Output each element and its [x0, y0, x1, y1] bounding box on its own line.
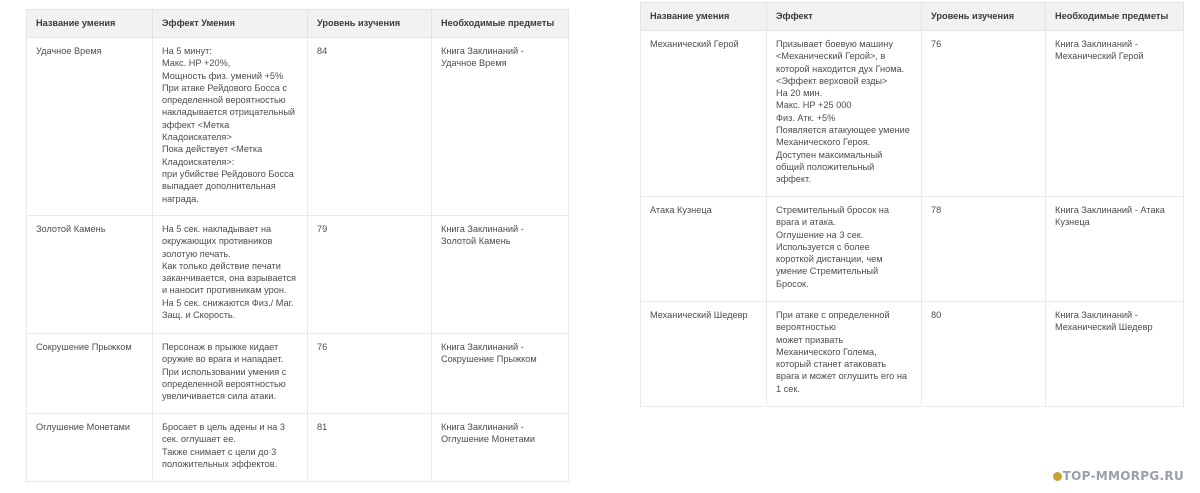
effect-line: Физ. Атк. +5% — [776, 112, 836, 123]
items-cell — [1046, 197, 1184, 302]
effect-line: Доступен максимальный — [776, 149, 883, 160]
table-row — [27, 38, 569, 216]
effect-line: Бросок. — [776, 278, 809, 289]
level-cell: 78 — [922, 197, 1046, 302]
effect-cell — [153, 38, 308, 216]
effect-line: золотую печать. — [162, 248, 231, 259]
effect-line: Как только действие печати — [162, 260, 281, 271]
effect-cell — [153, 334, 308, 414]
effect-line: определенной вероятностью — [162, 378, 286, 389]
effect-line: увеличивается сила атаки. — [162, 391, 277, 402]
effect-line: Мощность физ. умений +5% — [162, 70, 284, 81]
items-cell — [432, 414, 569, 482]
items-cell — [432, 216, 569, 334]
header-skill-name: Название умения — [27, 10, 153, 38]
level-cell: 76 — [922, 31, 1046, 197]
effect-line: <Эффект верховой езды> — [776, 75, 888, 86]
effect-line: Макс. НР +20%, — [162, 58, 231, 69]
effect-line: Персонаж в прыжке кидает — [162, 342, 279, 352]
effect-line: Кладоискателя>: — [162, 156, 235, 167]
table-row — [641, 31, 1184, 197]
effect-line: положительных эффектов. — [162, 458, 278, 469]
header-items: Необходимые предметы — [432, 10, 569, 38]
item-line: Книга Заклинаний - — [441, 422, 524, 432]
effect-line: Стремительный бросок на — [776, 205, 889, 215]
item-line: Книга Заклинаний - — [441, 342, 524, 352]
effect-line: награда. — [162, 193, 199, 204]
item-line: Сокрушение Прыжком — [441, 354, 537, 365]
table-row — [641, 302, 1184, 407]
header-effect: Эффект — [767, 3, 922, 31]
effect-line: оружие во врага и нападает. — [162, 354, 284, 365]
level-cell: 81 — [308, 414, 432, 482]
items-cell — [432, 334, 569, 414]
item-line: Механический Шедевр — [1055, 322, 1153, 333]
skills-table-right — [640, 2, 1184, 407]
effect-line: вероятностью — [776, 322, 836, 333]
skill-name-cell: Оглушение Монетами — [27, 414, 153, 482]
item-line: Книга Заклинаний - — [1055, 310, 1138, 320]
item-line: Оглушение Монетами — [441, 434, 536, 445]
level-cell: 76 — [308, 334, 432, 414]
effect-cell — [767, 197, 922, 302]
effect-line: выпадает дополнительная — [162, 181, 276, 192]
effect-line: общий положительный — [776, 161, 875, 172]
table-row — [641, 197, 1184, 302]
header-level: Уровень изучения — [922, 3, 1046, 31]
effect-line: При использовании умения с — [162, 366, 287, 377]
effect-line: и наносит противникам урон. — [162, 285, 287, 296]
header-level: Уровень изучения — [308, 10, 432, 38]
effect-line: короткой дистанции, чем — [776, 254, 883, 265]
effect-line: <Механический Герой>, в — [776, 51, 886, 62]
effect-line: При атаке Рейдового Босса с — [162, 82, 288, 93]
effect-line: 1 сек. — [776, 383, 800, 394]
effect-line: который станет атаковать — [776, 359, 887, 370]
effect-line: На 5 сек. накладывает на — [162, 224, 272, 234]
effect-line: Используется с более — [776, 241, 870, 252]
effect-line: может призвать — [776, 334, 844, 345]
table-row — [27, 334, 569, 414]
site-watermark — [1052, 469, 1184, 483]
effect-line: заканчивается, она взрывается — [162, 273, 297, 284]
effect-line: которой находится дух Гнома. — [776, 63, 905, 74]
effect-line: врага и атака. — [776, 217, 836, 228]
effect-line: На 5 минут: — [162, 46, 212, 56]
effect-line: Бросает в цель адены и на 3 — [162, 422, 285, 432]
effect-cell — [767, 302, 922, 407]
effect-cell — [153, 414, 308, 482]
skill-name-cell: Золотой Камень — [27, 216, 153, 334]
effect-line: Механического Героя. — [776, 137, 871, 148]
effect-cell — [153, 216, 308, 334]
effect-line: При атаке с определенной — [776, 310, 890, 320]
item-line: Книга Заклинаний - — [1055, 39, 1138, 49]
items-cell — [432, 38, 569, 216]
effect-line: Появляется атакующее умение — [776, 125, 910, 136]
header-skill-name: Название умения — [641, 3, 767, 31]
item-line: Золотой Камень — [441, 236, 511, 247]
effect-line: На 5 сек. снижаются Физ./ Маг. — [162, 297, 294, 308]
header-effect: Эффект Умения — [153, 10, 308, 38]
items-cell — [1046, 302, 1184, 407]
item-line: Книга Заклинаний - — [441, 46, 524, 56]
item-line: Удачное Время — [441, 58, 507, 69]
effect-line: На 20 мин. — [776, 88, 823, 99]
item-line: Механический Герой — [1055, 51, 1144, 62]
effect-line: сек. оглушает ее. — [162, 434, 236, 445]
effect-line: определенной вероятностью — [162, 95, 286, 106]
coin-icon — [1053, 472, 1062, 481]
effect-line: эффект. — [776, 174, 811, 185]
effect-line: накладывается отрицательный — [162, 107, 296, 118]
effect-line: умение Стремительный — [776, 266, 879, 277]
table-row — [27, 216, 569, 334]
skill-name-cell: Атака Кузнеца — [641, 197, 767, 302]
effect-line: Защ. и Скорость. — [162, 310, 236, 321]
level-cell: 84 — [308, 38, 432, 216]
item-line: Книга Заклинаний - — [441, 224, 524, 234]
watermark-text: TOP-MMORPG.RU — [1062, 469, 1184, 483]
effect-line: эффект <Метка — [162, 119, 230, 130]
skill-name-cell: Механический Шедевр — [641, 302, 767, 407]
effect-line: Призывает боевую машину — [776, 39, 893, 49]
level-cell: 79 — [308, 216, 432, 334]
effect-line: Также снимает с цели до 3 — [162, 446, 277, 457]
effect-line: Макс. НР +25 000 — [776, 100, 852, 111]
effect-line: врага и может оглушить его на — [776, 371, 907, 382]
effect-line: Кладоискателя> — [162, 132, 232, 143]
effect-line: Оглушение на 3 сек. — [776, 229, 864, 240]
effect-line: при убийстве Рейдового Босса — [162, 168, 294, 179]
header-items: Необходимые предметы — [1046, 3, 1184, 31]
effect-line: окружающих противников — [162, 236, 273, 247]
skill-name-cell: Механический Герой — [641, 31, 767, 197]
skill-name-cell: Удачное Время — [27, 38, 153, 216]
table-header-row — [641, 3, 1184, 31]
skill-name-cell: Сокрушение Прыжком — [27, 334, 153, 414]
level-cell: 80 — [922, 302, 1046, 407]
item-line: Кузнеца — [1055, 217, 1090, 228]
effect-line: Пока действует <Метка — [162, 144, 263, 155]
table-header-row — [27, 10, 569, 38]
table-body — [641, 31, 1184, 407]
table-row — [27, 414, 569, 482]
table-body — [27, 38, 569, 482]
skills-table-left — [26, 9, 569, 482]
effect-cell — [767, 31, 922, 197]
effect-line: Механического Голема, — [776, 346, 877, 357]
items-cell — [1046, 31, 1184, 197]
item-line: Книга Заклинаний - Атака — [1055, 205, 1165, 215]
